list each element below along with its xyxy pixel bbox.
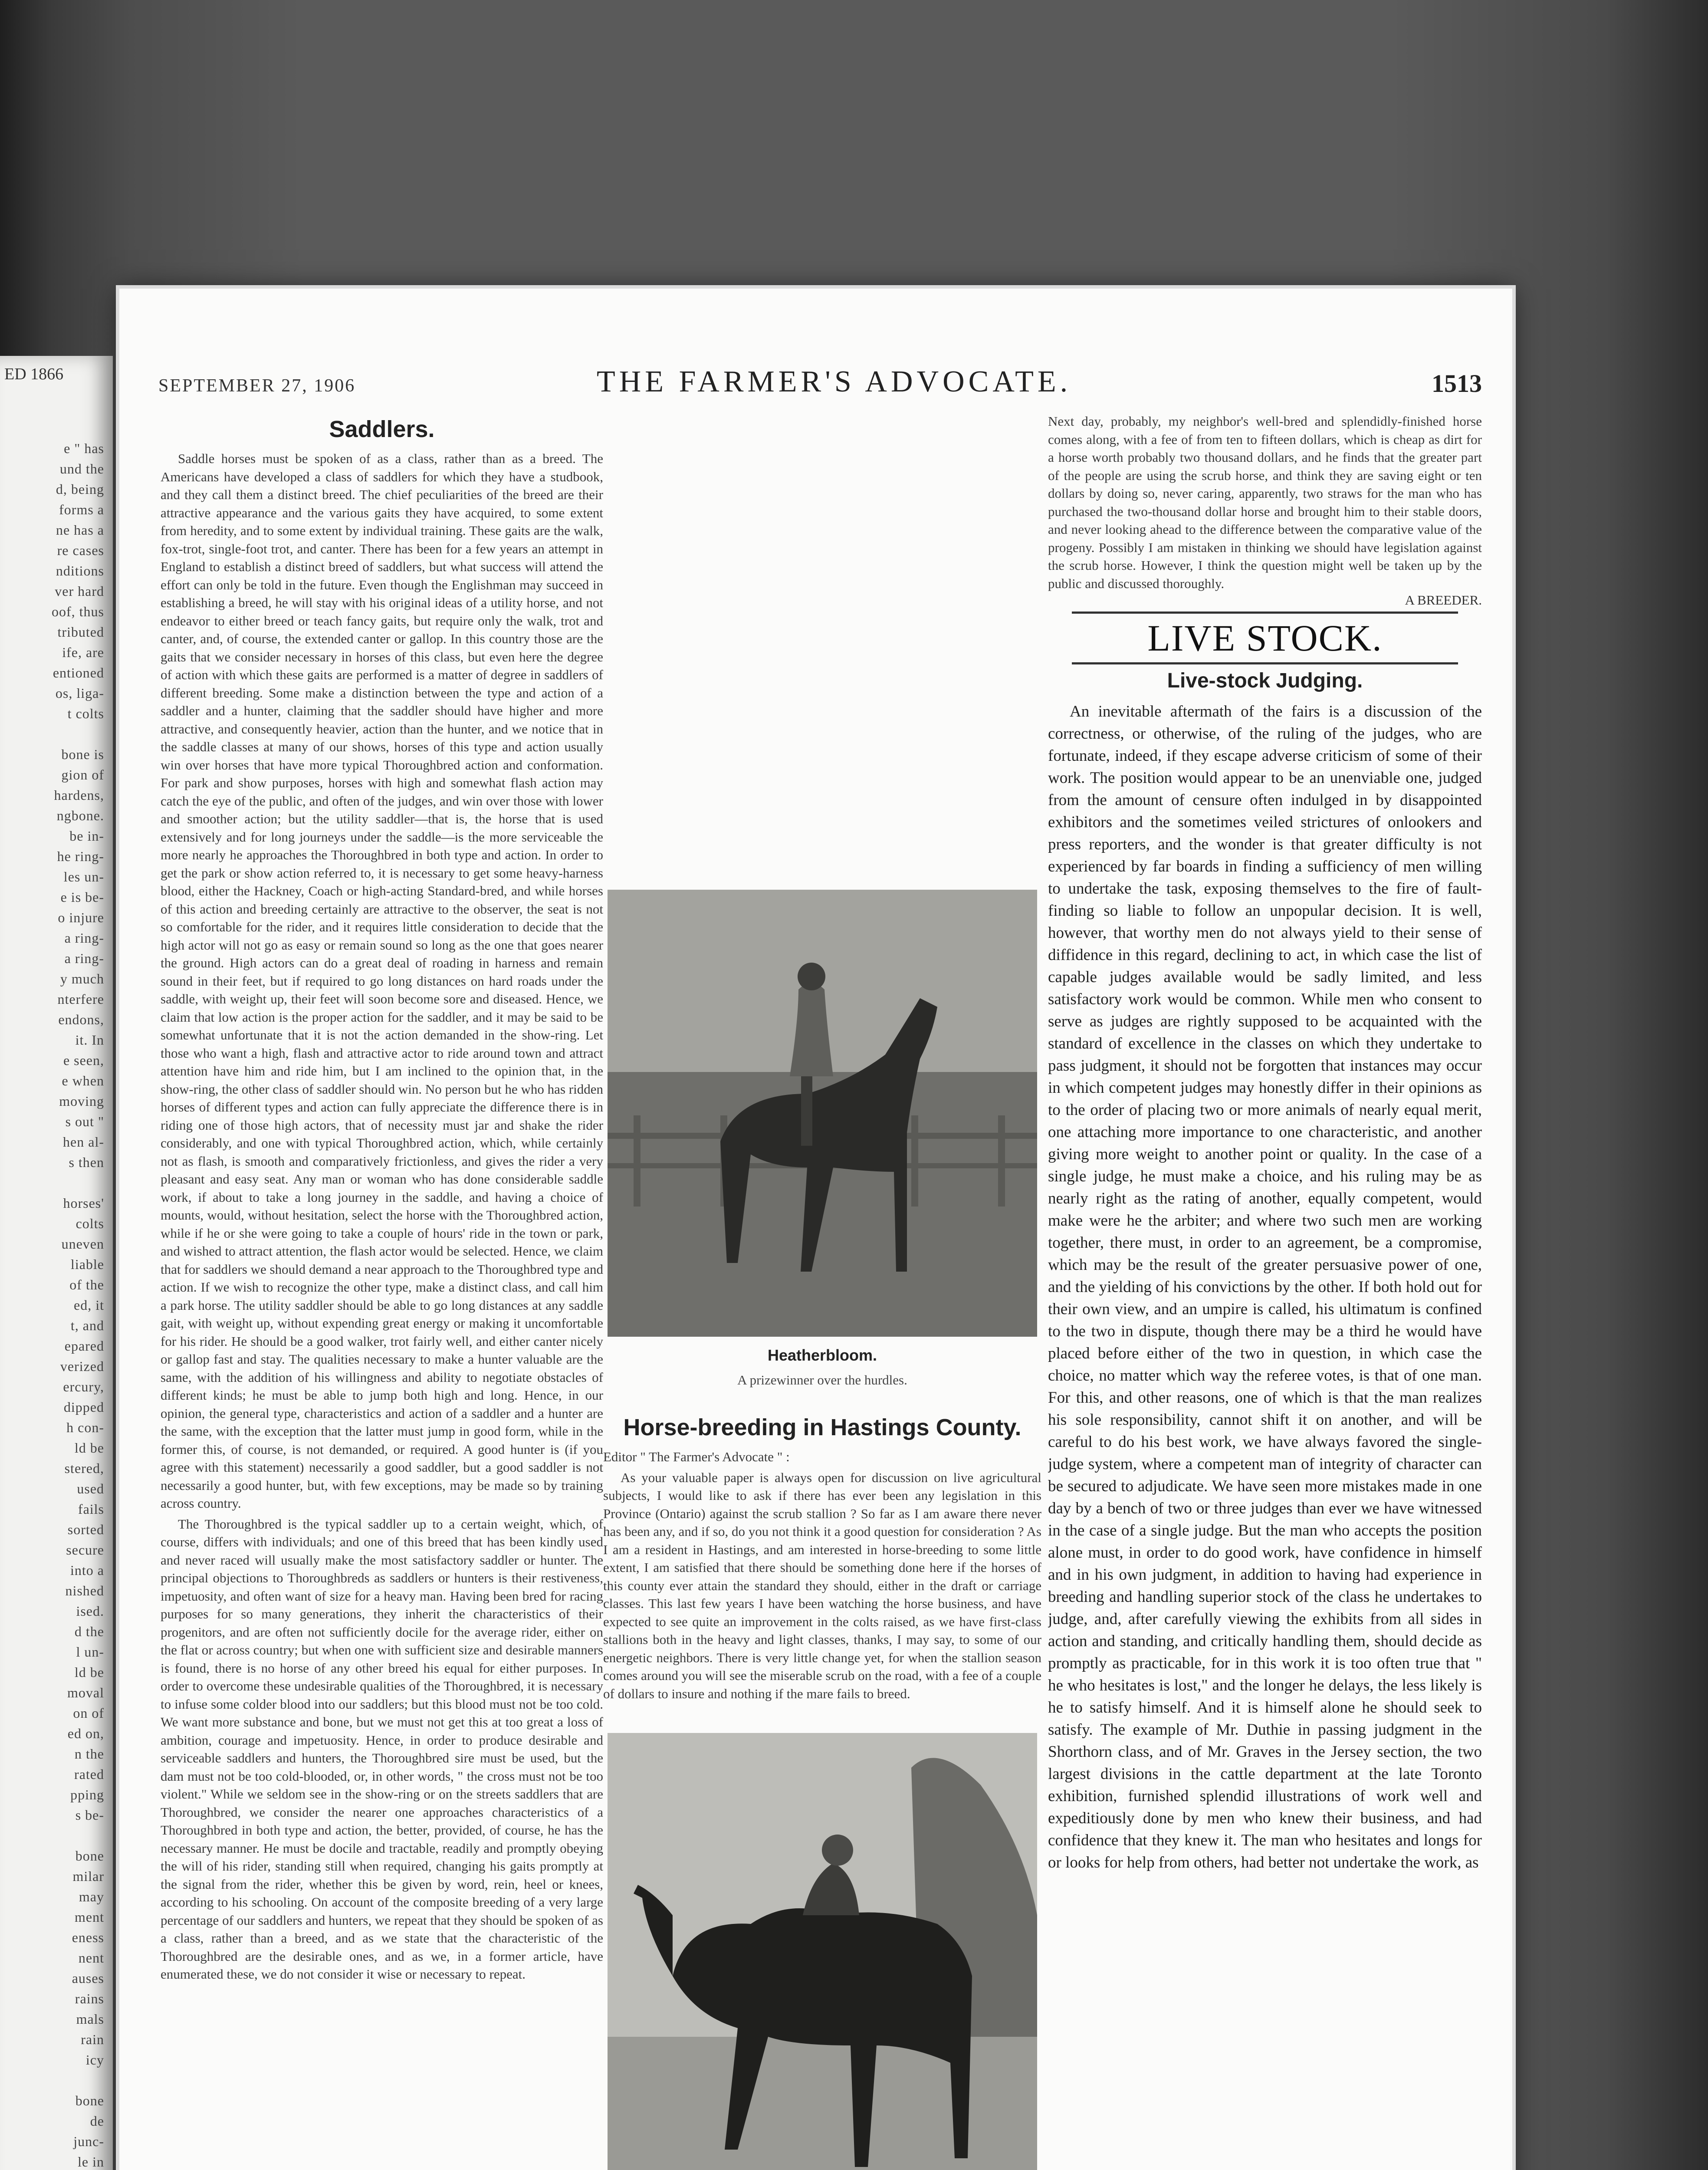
wakeful-photo: [608, 1733, 1037, 2170]
saddlers-heading: Saddlers.: [329, 416, 435, 442]
hastings-heading: Horse-breeding in Hastings County.: [623, 1414, 1022, 1440]
saddlers-paragraph: Saddle horses must be spoken of as a class, rather than as a breed. The Americans have developed a class of saddlers for which they have a studbook, and they call them a distinct breed. The chief peculiarities of the breed are their attractive appearance and the various gaits they have acquired, to some extent from heredity, and to some extent by individual training. These gaits are the walk, fox-trot, single-foot trot, and canter. There has been for a few years an attempt in England to establish a distinct breed of saddlers, but what success will attend the effort can only be told in the future. Even though the Englishman may succeed in establishing a breed, he will stay with his original ideas of a utility horse, and not endeavor to either breed or teach fancy gaits, but require only the walk, trot and canter, and, of course, the extended canter or gallop. In this country those are the gaits that we consider necessary in horses of this class, but even here the degree of action with which these gaits are performed is a matter of degree in saddlers of different breeding. Some make a distinction between the type and action of a saddler and a hunter, claiming that the saddler should have higher and more attractive, and consequently heavier, action than the hunter, and we notice that in the saddle classes at many of our shows, horses of this type and action usually win over horses that have more typical Thoroughbred action and conformation. For park and show purposes, horses with high and somewhat flash action may catch the eye of the public, and often of the judges, and win over those with lower and smoother action; but the utility saddler—that is, the horse that is used extensively and for long journeys under the saddle—is the more serviceable the more nearly he approaches the Thoroughbred in both type and action. In order to get the park or show action referred to, it is necessary to get some heavy-harness blood, either the Hackney, Coach or high-acting Standard-bred, and while horses of this action and breeding certainly are attractive to the observer, the seat is not so comfortable for the rider, and it requires little consideration to decide that the high actor will not go as easy or remain sound so long as the one that goes nearer the ground. High actors can do a great deal of roading in harness and remain sound in their feet, but if required to go long distances on hard roads under the saddle, with weight up, their feet will soon become sore and diseased. Hence, we claim that low action is the proper action for the saddler, and it may be said to be somewhat unfortunate that it is not the action demanded in the show-ring. Let those who want a high, flash and attractive actor to ride around town and attract attention have him and ride him, but I am inclined to the opinion that, in the show-ring, the other class of saddler should win. No person but he who has ridden horses of different types and action can fully appreciate the difference there is in riding one of those high actors, that of necessity must jar and shake the rider considerably, and one with typical Thoroughbred action, which, while certainly not as flash, is smooth and comparatively frictionless, and gives the rider a very pleasant and easy seat. Any man or woman who has done considerable saddle work, if about to take a long journey in the saddle, and having a choice of mounts, would, without hesitation, select the horse with the Thoroughbred action, while if he or she were going to take a couple of hours' ride in the town or park, and wished to attract attention, the flash actor would be selected. Hence, we claim that for saddlers we should demand a near approach to the Thoroughbred type and action. If we wish to recognize the other type, make a distinct class, and call him a park horse. The utility saddler should be able to go long distances at any saddle gait, with weight up, without expending great energy or making it uncomfortable for his rider. He should be a good walker, trot fairly well, and either canter nicely or gallop fast and stay. The qualities necessary to make a hunter valuable are the same, with the addition of his willingness and ability to negotiate obstacles of different kinds; he must be able to jump both high and long. Hence, in our opinion, the general type, characteristics and action of a saddler and a hunter are the same, with the exception that the latter must jump in good form, while in the former this, of course, is not demanded, or required. A good hunter is (if you agree with this statement) necessarily a good saddler, but a good saddler is not necessarily a good hunter, but, with few exceptions, may be made so by training across country.: [161, 451, 603, 1511]
page-header: [158, 365, 1482, 404]
newspaper-page: [119, 289, 1512, 2170]
saddlers-continuation-space: [603, 412, 1041, 890]
horse-rider-illustration: [608, 890, 1037, 1337]
live-stock-paragraph: An inevitable aftermath of the fairs is a discussion of the correctness, or otherwise, of the ruling of the judges, who are fortunate, indeed, if they escape adverse criticism of some of their work. The position would appear to be an unenviable one, judged from the amount of censure often indulged in by disappointed exhibitors and the sometimes veiled strictures of onlookers and press reporters, and the wonder is that greater difficulty is not experienced by far boards in finding a sufficiency of men willing to undertake the task, exposing themselves to the fire of fault-finding so liable to follow an unpopular decision. It is well, however, that worthy men do not always yield to their sense of diffidence in this regard, declining to act, in which case the list of capable judges available would be sadly limited, and less satisfactory work would be common. While men who consent to serve as judges are rightly supposed to be acquainted with the standard of excellence in the classes on which they undertake to pass judgment, it should not be forgotten that instances may occur in which competent judges may honestly differ in their opinions as to the order of placing two or more animals of nearly equal merit, one attaching more importance to one characteristic, and another giving more weight to another point or quality. In the case of a single judge, he must make a choice, and his ruling may be as nearly right as the rating of another, equally competent, would make were he the arbiter; and where two such men are working together, there must, in order to an agreement, be a compromise, which may be the result of the greater persuasive power of one, and the yielding of his convictions by the other. If both hold out for their own view, and an umpire is called, his ultimatum is confined to the two in dispute, though there may be a third he would have placed before either of the two in question, in which case the choice, no matter which way the referee votes, is that of one man. For this, and other reasons, one of which is that the man realizes his sole responsibility, cannot shift it on another, and will be careful to do his best work, we have always favored the single-judge system, where a competent man of integrity of character can be secured to adjudicate. We have seen more mistakes made in one day by a bench of two or three judges than ever we have witnessed in the case of a single judge. But the man who accepts the position alone must, in order to do good work, have confidence in himself and in his own judgment, in addition to having had experience in breeding and handling superior stock of the class he undertakes to judge, and, after carefully viewing the exhibits from all sides in action and standing, and critically handling them, should decide as promptly as practicable, for in this work it is too often true that " he who hesitates is lost," and the longer he delays, the less likely is he to satisfy himself. And it is himself alone he should seek to satisfy. The example of Mr. Duthie in passing judgment in the Shorthorn class, and of Mr. Graves in the Jersey section, the two largest divisions in the cattle department at the late Toronto exhibition, furnished splendid illustrations of work well and expeditiously done by men who knew their business, and had confidence that they knew it. The man who hesitates and longs for or looks for help from others, had better not undertake the work, as: [1048, 703, 1482, 1871]
live-stock-judging-heading: Live-stock Judging.: [1167, 669, 1363, 692]
heatherbloom-photo: [608, 890, 1037, 1337]
masthead-title: THE FARMER'S ADVOCATE.: [597, 365, 1072, 398]
hastings-signature: A BREEDER.: [1405, 592, 1482, 608]
previous-page-header: ED 1866: [4, 365, 64, 383]
live-stock-banner: LIVE STOCK.: [1072, 612, 1458, 664]
column-right: [1048, 412, 1482, 2170]
column-middle: [603, 412, 1041, 2170]
column-left: [161, 412, 603, 2170]
hastings-salutation: Editor " The Farmer's Advocate " :: [603, 1449, 790, 1464]
previous-page-fragment: [0, 356, 113, 2170]
saddlers-paragraph: The Thoroughbred is the typical saddler up to a certain weight, which, of course, differs with individuals; and one of this breed that has been kindly used and never raced will usually make the most satisfactory saddler or hunter. The principal objections to Thoroughbreds as saddlers or hunters is their restiveness, impetuosity, and often want of size for a heavy man. Having been bred for racing purposes for so many generations, they inherit the characteristics of their progenitors, and are often not sufficiently docile for the average rider, either on the flat or across country; but when one with sufficient size and desirable manners is found, there is no horse of any other breed his equal for either purposes. In order to overcome these undesirable qualities of the Thoroughbred, it is necessary to infuse some colder blood into our saddlers; but this blood must not be too cold. We want more substance and bone, but we must not get this at too great a loss of ambition, courage and impetuosity. Hence, in order to produce desirable and serviceable saddlers and hunters, the Thoroughbred sire must be used, but the dam must not be too cold-blooded, or, in other words, " the cross must not be too violent." While we seldom see in the show-ring or on the streets saddlers that are Thoroughbred, we consider the nearer one approaches characteristics of a Thoroughbred in both type and action, the better, provided, of course, he has the necessary manner. He must be docile and tractable, readily and promptly obeying the will of his rider, standing still when required, changing his gaits promptly at the signal from the rider, whether this be given by word, rein, heel or knees, according to his schooling. On account of the composite breeding of a very large percentage of our saddlers and hunters, we repeat that they should be spoken of as a class, rather than a breed, and as we state that the characteristic of the Thoroughbred are the desirable ones, and as we, in a former article, have enumerated these, we do not consider it wise or necessary to repeat.: [161, 1516, 603, 1982]
heatherbloom-caption: A prizewinner over the hurdles.: [737, 1372, 907, 1387]
previous-page-text: e " has und the d, being forms a ne has a re cases nditions ver hard oof, thus tributed ife, are entioned os, liga- t colts bone is gion of hardens, ngbone. be in- he ring- les un- e is be- o injure a ring- a ring- y much nterfere endons, it. In e seen, e when moving s out " hen al- s then horses' colts uneven liable of the ed, it t, and epared verized ercury, dipped h con- ld be stered, used fails sorted secure into a nished ised. d the l un- ld be moval on of ed on, n the rated pping s be- bone milar may ment eness nent auses rains mals rain icy bone de junc- le in: [52, 441, 104, 2170]
hastings-paragraph: As your valuable paper is always open for discussion on live agricultural subjects, I would like to ask if there has ever been any legislation in this Province (Ontario) against the scrub stallion ? So far as I am aware there never has been any, and if so, do you not think it a good question for consideration ? As I am a resident in Hastings, and am interested in horse-breeding to some little extent, I am satisfied that there should be something done here if the horses of this county ever attain the standard they should, either in the draft or carriage classes. This last few years I have been watching the horse business, and have expected to see quite an improvement in the colts raised, as we have first-class stallions both in the heavy and light classes, thanks, I may say, to some of our energetic neighbors. There is very little change yet, for when the stallion season comes around you will see the miserable scrub on the road, with a fee of a couple of dollars to insure and nothing if the mare fails to breed.: [603, 1470, 1041, 1701]
page-number: 1513: [1432, 369, 1482, 398]
racehorse-jockey-illustration: [608, 1733, 1037, 2170]
hastings-paragraph-continued: Next day, probably, my neighbor's well-bred and splendidly-finished horse comes along, with a fee of from ten to fifteen dollars, which is cheap as dirt for a horse worth probably two thousand dollars, and he finds that the greater part of the people are using the scrub horse, and think they are saving eight or ten dollars by doing so, never caring, apparently, two straws for the man who has purchased the two-thousand dollar horse and brought him to their stable doors, and never looking ahead to the difference between the comparative value of the progeny. Possibly I am mistaken in thinking we should have legislation against the scrub horse. However, I think the question might well be taken up by the public and discussed thoroughly.: [1048, 414, 1482, 591]
heatherbloom-caption-title: Heatherbloom.: [767, 1346, 877, 1364]
issue-date: SEPTEMBER 27, 1906: [158, 376, 356, 396]
